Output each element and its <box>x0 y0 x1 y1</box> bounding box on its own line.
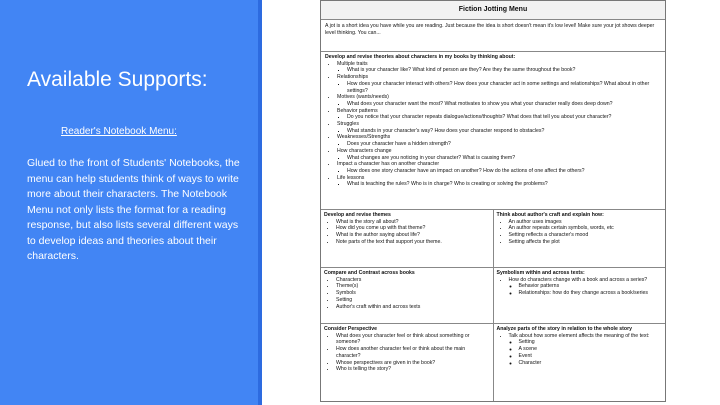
analyze-list <box>497 333 663 367</box>
symbolism-heading: Symbolism within and across texts: <box>496 270 585 276</box>
slide-text-panel <box>0 0 258 405</box>
themes-heading: Develop and revise themes <box>324 212 391 218</box>
list-item: • Who is telling the story? <box>336 366 490 373</box>
list-item: • Theme(s) <box>336 283 490 290</box>
list-item: • An author uses images <box>509 219 663 226</box>
themes-cell <box>321 210 493 267</box>
character-item <box>337 94 661 107</box>
perspective-heading: Consider Perspective <box>324 326 378 332</box>
character-item <box>337 74 661 94</box>
compare-symbolism-row <box>321 267 665 323</box>
perspective-list <box>324 333 490 373</box>
list-item: • Symbols <box>336 290 490 297</box>
list-item: • Characters <box>336 277 490 284</box>
character-item-detail: ▪ What is teaching the rules? Who is in charge? Who is creating or solving the problems? <box>347 181 661 188</box>
character-item-label: Weaknesses/Strengths <box>337 134 391 141</box>
character-item <box>337 61 661 74</box>
list-item: • Whose perspectives are given in the book? <box>336 360 490 367</box>
sub-list-item: ◦ Character <box>519 360 663 367</box>
list-item-label: Talk about how some element affects the meaning of the text: <box>508 332 650 339</box>
characters-heading: Develop and revise theories about characters in my books by thinking about: <box>325 54 516 60</box>
character-item-detail: ▪ What does your character want the most? What motivates to show you what your character really does deep down? <box>347 101 661 108</box>
list-item <box>509 333 663 367</box>
character-item-label: Motives (wants/needs) <box>337 94 389 101</box>
list-item: • Author's craft within and across texts <box>336 304 490 311</box>
themes-list <box>324 219 490 246</box>
character-item-detail: ▪ Do you notice that your character repeats dialogue/actions/thoughts? What does that tell you about your character? <box>347 114 661 121</box>
compare-list <box>324 277 490 311</box>
list-item: • An author repeats certain symbols, words, etc <box>509 225 663 232</box>
perspective-analyze-row <box>321 323 665 402</box>
character-item-detail: ▪ How does one story character have an impact on another? How do the actions of one affect the others? <box>347 168 661 175</box>
list-item: • How did you come up with that theme? <box>336 225 490 232</box>
character-item <box>337 161 661 174</box>
character-item <box>337 121 661 134</box>
character-item-detail: ▪ What is your character like? What kind of person are they? Are they the same throughout the book? <box>347 67 661 74</box>
character-item-detail: ▪ What changes are you noticing in your character? What is causing them? <box>347 155 661 162</box>
list-item: • What does your character feel or think about something or someone? <box>336 333 490 346</box>
list-item-label: How do characters change with a book and across a series? <box>508 276 648 283</box>
character-item <box>337 108 661 121</box>
doc-intro: A jot is a short idea you have while you are reading. Just because the idea is short doesn't mean it's low level! Make sure your jot shows deeper level thinking. You can... <box>325 23 655 36</box>
craft-cell <box>493 210 666 267</box>
character-item <box>337 134 661 147</box>
list-item <box>509 277 663 297</box>
character-item-label: Relationships <box>337 74 369 81</box>
character-item <box>337 148 661 161</box>
craft-list <box>497 219 663 246</box>
list-item: • What is the story all about? <box>336 219 490 226</box>
characters-list <box>325 61 661 188</box>
slide-description: Glued to the front of Students' Notebooks, the menu can help students think of ways to write more about their characters. The Notebook Menu not only lists the format for a reading response, but also lists several different ways to develop ideas and theories about their characters. <box>27 157 240 262</box>
sub-list-item: ◦ Relationships: how do they change across a book/series <box>519 290 663 297</box>
list-item: • How does another character feel or think about the main character? <box>336 346 490 359</box>
characters-section <box>321 51 665 209</box>
list-item: • Setting <box>336 297 490 304</box>
panel-divider <box>258 0 262 405</box>
jotting-menu-document <box>320 0 666 402</box>
list-item: • What is the author saying about life? <box>336 232 490 239</box>
list-item: • Note parts of the text that support your theme. <box>336 239 490 246</box>
character-item-label: Life lessons <box>337 174 365 181</box>
list-item: • Setting reflects a character's mood <box>509 232 663 239</box>
slide-title: Available Supports: <box>27 68 208 91</box>
sub-list-item: ◦ Event <box>519 353 663 360</box>
sub-list-item: ◦ A scene <box>519 346 663 353</box>
sub-list-item: ◦ Setting <box>519 339 663 346</box>
character-item-detail: ▪ Does your character have a hidden strength? <box>347 141 661 148</box>
character-item-label: Struggles <box>337 121 359 128</box>
character-item-detail: ▪ How does your character interact with others? How does your character act in some settings and relationships? What about in other settings? <box>347 81 661 94</box>
compare-heading: Compare and Contrast across books <box>324 270 415 276</box>
character-item-label: Behavior patterns <box>337 107 378 114</box>
symbolism-list <box>497 277 663 297</box>
perspective-cell <box>321 324 493 402</box>
character-item <box>337 175 661 188</box>
character-item-label: Impact a character has on another character <box>337 161 440 168</box>
symbolism-cell <box>493 268 666 323</box>
themes-craft-row <box>321 209 665 267</box>
analyze-heading: Analyze parts of the story in relation to the whole story <box>496 326 632 332</box>
character-item-label: Multiple traits <box>337 60 368 67</box>
sub-list-item: ◦ Behavior patterns <box>519 283 663 290</box>
craft-heading: Think about author's craft and explain how: <box>496 212 604 218</box>
notebook-menu-link[interactable]: Reader's Notebook Menu: <box>61 126 177 137</box>
analyze-cell <box>493 324 666 402</box>
character-item-detail: ▪ What stands in your character's way? How does your character respond to obstacles? <box>347 128 661 135</box>
doc-title: Fiction Jotting Menu <box>321 1 665 20</box>
list-item: • Setting affects the plot <box>509 239 663 246</box>
character-item-label: How characters change <box>337 147 392 154</box>
compare-cell <box>321 268 493 323</box>
